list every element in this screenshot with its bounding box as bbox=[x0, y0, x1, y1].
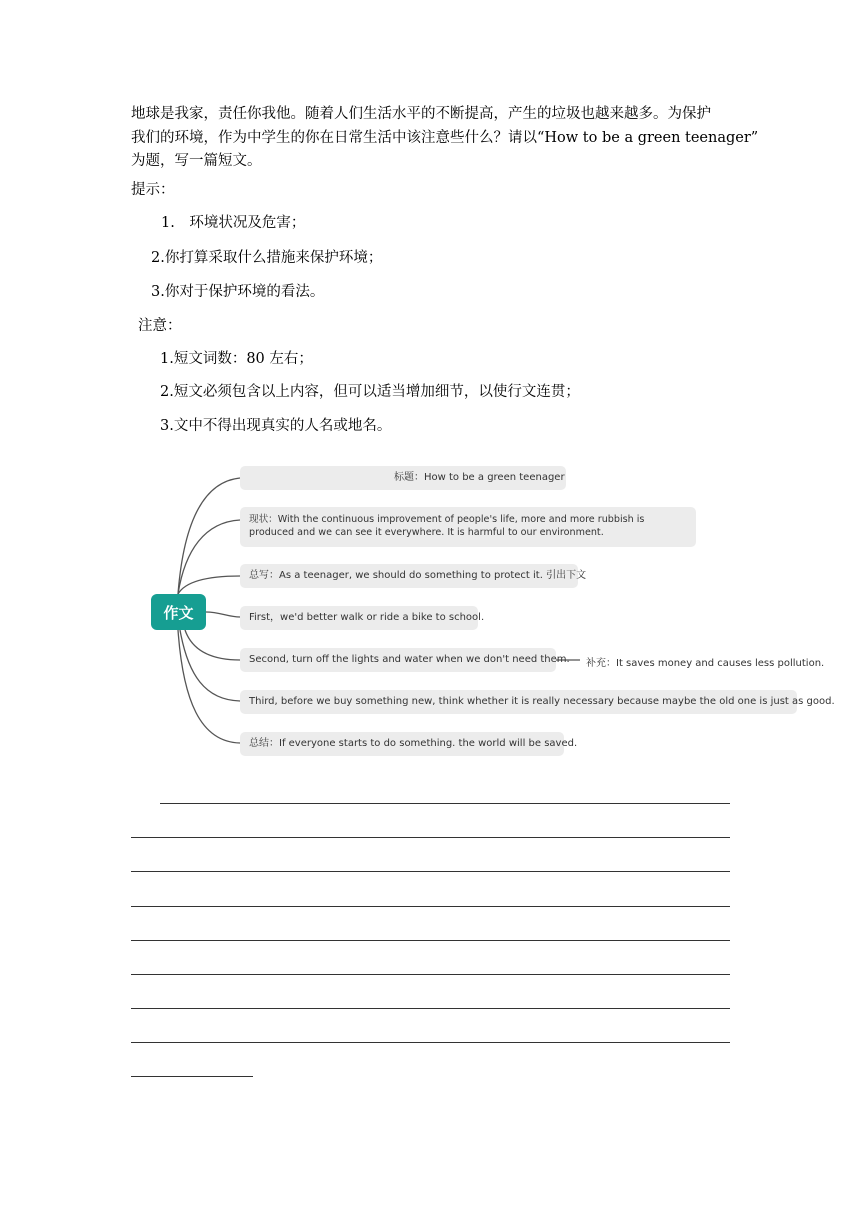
prompt-line-3: 为题，写一篇短文。 bbox=[131, 153, 262, 169]
node-first: First，we'd better walk or ride a bike to school. bbox=[240, 606, 478, 630]
node-third: Third, before we buy something new, think whether it is really necessary because maybe the old one is just as good. bbox=[240, 690, 797, 714]
node-conclusion: 总结：If everyone starts to do something. the world will be saved. bbox=[240, 732, 564, 756]
writing-line bbox=[131, 906, 730, 907]
hint-item-3: 3.你对于保护环境的看法。 bbox=[151, 284, 325, 300]
branch-status bbox=[178, 520, 240, 594]
writing-line bbox=[131, 871, 730, 872]
hints-label: 提示： bbox=[131, 182, 175, 198]
writing-line bbox=[131, 1042, 730, 1043]
node-title: 标题：How to be a green teenager bbox=[240, 466, 566, 490]
writing-line bbox=[160, 803, 730, 804]
branch-first bbox=[206, 612, 240, 617]
prompt-line-1: 地球是我家，责任你我他。随着人们生活水平的不断提高，产生的垃圾也越来越多。为保护 bbox=[131, 106, 711, 122]
writing-line bbox=[131, 940, 730, 941]
hint-item-2: 2.你打算采取什么措施来保护环境； bbox=[151, 250, 383, 266]
writing-line bbox=[131, 1076, 253, 1077]
branch-third bbox=[180, 630, 240, 701]
branch-conclusion bbox=[178, 630, 240, 743]
note-item-3: 3.文中不得出现真实的人名或地名。 bbox=[160, 418, 392, 434]
prompt-line-2: 我们的环境，作为中学生的你在日常生活中该注意些什么？请以“How to be a green teenager” bbox=[131, 130, 759, 146]
writing-line bbox=[131, 1008, 730, 1009]
note-item-2: 2.短文必须包含以上内容，但可以适当增加细节，以使行文连贯； bbox=[160, 384, 580, 400]
hint-item-1: 1. 环境状况及危害； bbox=[161, 215, 306, 231]
node-second: Second, turn off the lights and water when we don't need them. bbox=[240, 648, 556, 672]
writing-line bbox=[131, 837, 730, 838]
writing-line bbox=[131, 974, 730, 975]
notes-label: 注意： bbox=[138, 318, 182, 334]
branch-second bbox=[185, 630, 240, 660]
node-supplement: 补充：It saves money and causes less pollution. bbox=[586, 658, 825, 669]
node-status: 现状：With the continuous improvement of people's life, more and more rubbish is produced and we can see it everywhere. It is harmful to our environment. bbox=[240, 507, 696, 547]
branch-summary bbox=[178, 576, 240, 594]
note-item-1: 1.短文词数：80 左右； bbox=[160, 351, 313, 367]
node-summary: 总写：As a teenager, we should do something to protect it. 引出下文 bbox=[240, 564, 578, 588]
mindmap-root: 作文 bbox=[151, 594, 206, 630]
